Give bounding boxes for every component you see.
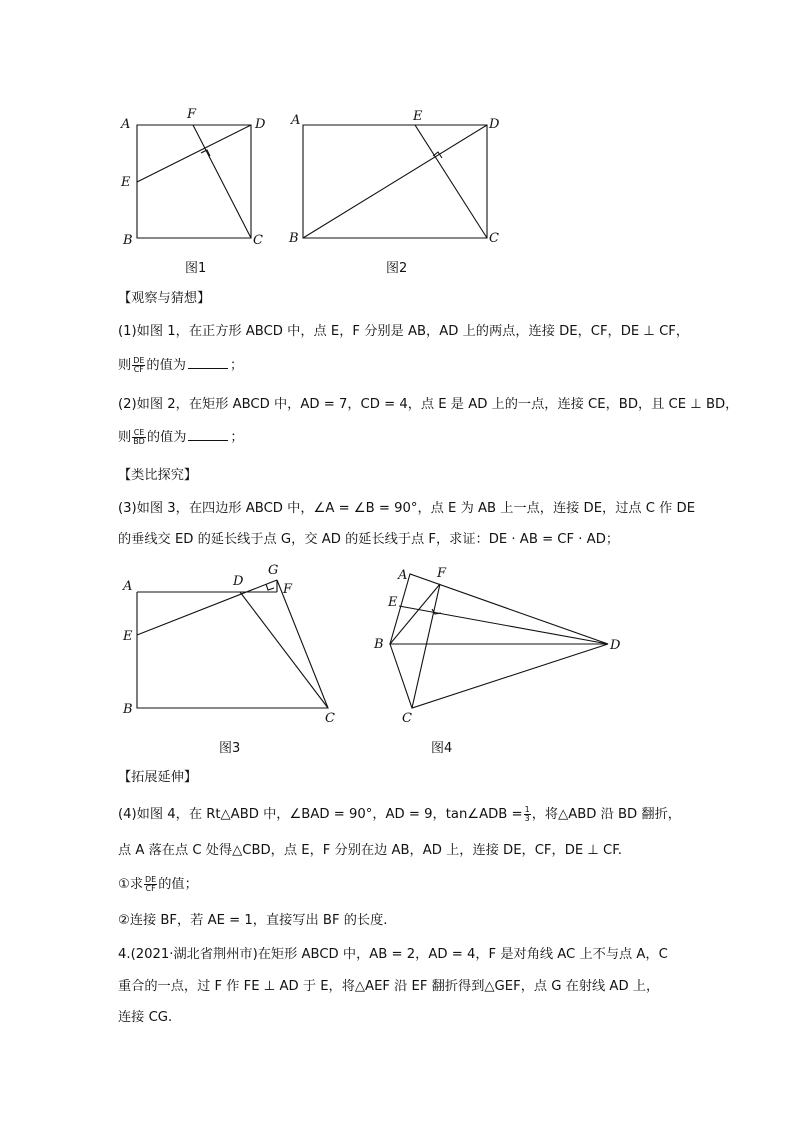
- q4c-suffix: 的值；: [158, 877, 198, 892]
- question-1-line-2: [118, 356, 243, 376]
- heading-analogy: 【类比探究】: [118, 468, 198, 483]
- label-d: D: [255, 117, 266, 132]
- figure-1-diagram: [115, 100, 275, 250]
- triangle-cbd: [390, 644, 608, 708]
- square-abcd: [137, 125, 251, 238]
- q1-suffix: 的值为: [146, 358, 186, 373]
- label-f: F: [283, 582, 293, 597]
- label-b: B: [123, 233, 133, 248]
- figure-1-caption: 图1: [185, 261, 207, 276]
- label-e: E: [388, 595, 398, 610]
- fraction-numerator: CE: [133, 427, 145, 437]
- segment-dc: [240, 592, 328, 708]
- question-2-line-1: (2)如图 2，在矩形 ABCD 中，AD = 7，CD = 4，点 E 是 AD 上的一点，连接 CE，BD，且 CE ⊥ BD，: [118, 397, 739, 412]
- question-4-part-2: ②连接 BF，若 AE = 1，直接写出 BF 的长度.: [118, 913, 388, 928]
- label-a: A: [398, 568, 408, 583]
- quadrilateral-sides: [137, 580, 328, 708]
- label-c: C: [325, 711, 335, 726]
- fraction-denominator: CF: [145, 883, 156, 893]
- label-g: G: [268, 563, 279, 578]
- question-2-line-2: [118, 428, 244, 448]
- label-e: E: [413, 109, 423, 124]
- fraction-de-over-cf: [132, 357, 145, 374]
- fraction-numerator: 1: [524, 804, 530, 814]
- fraction-denominator: 3: [524, 813, 530, 823]
- figure-3-caption: 图3: [219, 741, 241, 756]
- label-a: A: [291, 113, 301, 128]
- figure-1: [115, 100, 275, 250]
- right-angle-mark: [266, 584, 274, 590]
- segment-de: [137, 125, 251, 182]
- figure-3-diagram: [115, 560, 345, 730]
- problem-4-line-1: 4.(2021·湖北省荆州市)在矩形 ABCD 中，AB = 2，AD = 4，F 是对角线 AC 上不与点 A，C: [118, 947, 668, 962]
- label-f: F: [437, 566, 447, 581]
- segment-bd: [303, 125, 487, 238]
- fraction-numerator: DE: [133, 355, 145, 365]
- question-4-line-1: [118, 805, 681, 825]
- label-d: D: [489, 117, 500, 132]
- label-d: D: [610, 638, 621, 653]
- answer-blank: [188, 428, 228, 441]
- figure-3: [115, 560, 345, 730]
- fraction-denominator: BD: [133, 436, 145, 446]
- triangle-abd: [390, 574, 608, 644]
- problem-4-line-2: 重合的一点，过 F 作 FE ⊥ AD 于 E，将△AEF 沿 EF 翻折得到△GEF，点 G 在射线 AD 上，: [118, 979, 660, 994]
- question-3-line-2: 的垂线交 ED 的延长线于点 G，交 AD 的延长线于点 F，求证：DE · AB = CF · AD；: [118, 532, 620, 547]
- label-a: A: [123, 579, 133, 594]
- q1-end: ；: [229, 358, 244, 373]
- heading-observe: 【观察与猜想】: [118, 291, 211, 306]
- question-3-line-1: (3)如图 3，在四边形 ABCD 中，∠A = ∠B = 90°，点 E 为 AB 上一点，连接 DE，过点 C 作 DE: [118, 501, 696, 516]
- fraction-ce-over-bd: [132, 429, 146, 446]
- label-e: E: [121, 175, 131, 190]
- segment-ce: [415, 125, 487, 238]
- label-c: C: [489, 231, 499, 246]
- figure-4-caption: 图4: [431, 741, 453, 756]
- label-e: E: [123, 629, 133, 644]
- q2-end: ；: [230, 430, 244, 445]
- label-c: C: [253, 233, 263, 248]
- fraction-one-third: [524, 806, 531, 823]
- figure-4-diagram: [370, 562, 630, 727]
- question-4-line-2: 点 A 落在点 C 处得△CBD，点 E，F 分别在边 AB，AD 上，连接 DE，CF，DE ⊥ CF.: [118, 843, 622, 858]
- label-b: B: [374, 637, 384, 652]
- figure-2: [285, 100, 515, 250]
- fraction-denominator: CF: [133, 364, 144, 374]
- segment-eg: [137, 580, 277, 635]
- label-f: F: [187, 107, 197, 122]
- q1-prefix: 则: [118, 358, 132, 373]
- q4-prefix: (4)如图 4，在 Rt△ABD 中，∠BAD = 90°，AD = 9，tan∠ADB =: [118, 807, 523, 822]
- fraction-de-over-cf: [144, 876, 157, 893]
- label-c: C: [402, 711, 412, 726]
- q2-suffix: 的值为: [146, 430, 187, 445]
- question-1-line-1: (1)如图 1，在正方形 ABCD 中，点 E，F 分别是 AB，AD 上的两点，连接 DE，CF，DE ⊥ CF，: [118, 324, 690, 339]
- figure-2-diagram: [285, 100, 515, 250]
- answer-blank: [188, 356, 228, 369]
- segment-bf: [390, 584, 440, 644]
- label-b: B: [289, 231, 299, 246]
- q4-suffix: ，将△ABD 沿 BD 翻折，: [531, 807, 681, 822]
- segment-cf: [412, 584, 440, 708]
- heading-extend: 【拓展延伸】: [118, 770, 198, 785]
- fraction-numerator: DE: [145, 874, 157, 884]
- q2-prefix: 则: [118, 430, 132, 445]
- problem-4-line-3: 连接 CG.: [118, 1010, 173, 1025]
- label-b: B: [123, 702, 133, 717]
- label-a: A: [121, 117, 131, 132]
- figure-2-caption: 图2: [386, 261, 408, 276]
- label-d: D: [233, 574, 244, 589]
- segment-cf: [193, 125, 251, 238]
- q4c-prefix: ①求: [118, 877, 144, 892]
- question-4-part-1: [118, 875, 198, 895]
- figure-4: [370, 562, 630, 727]
